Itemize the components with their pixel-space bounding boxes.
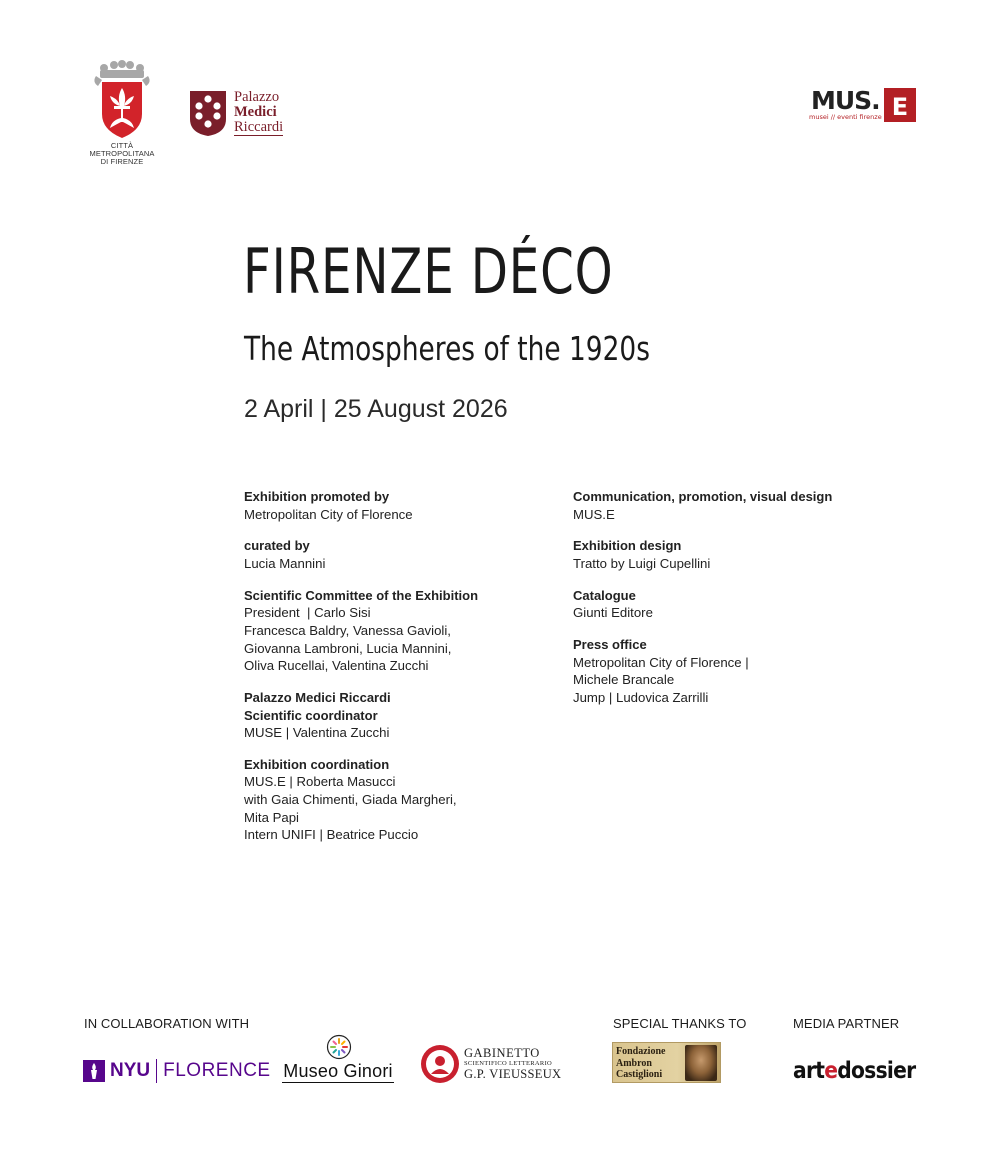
credit-line: Giunti Editore	[573, 605, 653, 621]
credit-line: Tratto by Luigi Cupellini	[573, 555, 711, 571]
credit-heading-2: Scientific coordinator	[244, 707, 378, 723]
muse-box-letter: E	[884, 88, 916, 122]
credit-line: Lucia Mannini	[244, 555, 326, 571]
city-metropolitan-logo	[84, 60, 160, 166]
vieusseux-logo	[420, 1042, 561, 1086]
credit-heading: Communication, promotion, visual design	[573, 489, 833, 504]
credit-block-catalogue	[573, 587, 873, 622]
credit-line: Jump | Ludovica Zarrilli	[573, 689, 709, 705]
collaboration-label: IN COLLABORATION WITH	[84, 1016, 250, 1031]
credit-block-curated	[244, 537, 544, 572]
credit-block-communication	[573, 488, 873, 523]
credit-line: with Gaia Chimenti, Giada Margheri,	[244, 792, 457, 808]
exhibition-dates: 2 April | 25 August 2026	[244, 395, 508, 423]
media-partner-label: MEDIA PARTNER	[793, 1016, 900, 1031]
credit-line: Metropolitan City of Florence	[244, 506, 413, 522]
credit-block-coordination	[244, 756, 544, 844]
credit-block-scientific-coordinator	[244, 689, 544, 742]
special-thanks-label: SPECIAL THANKS TO	[613, 1016, 747, 1031]
credit-line: Oliva Rucellai, Valentina Zucchi	[244, 658, 429, 674]
credit-block-committee	[244, 587, 544, 675]
credit-block-exhibition-design	[573, 537, 873, 572]
credit-line: Giovanna Lambroni, Lucia Mannini,	[244, 640, 452, 656]
credit-heading: Scientific Committee of the Exhibition	[244, 587, 479, 603]
credits-right-column	[573, 488, 873, 721]
artedossier-logo	[793, 1058, 915, 1084]
artedossier-part2: e	[824, 1058, 838, 1084]
palazzo-line2: Medici	[234, 104, 277, 120]
portrait-painting-icon	[685, 1045, 717, 1081]
credit-heading: curated by	[244, 538, 310, 554]
credit-heading: Palazzo Medici Riccardi	[244, 689, 391, 705]
fondazione-line2: Ambron	[616, 1057, 652, 1069]
exhibition-subtitle: The Atmospheres of the 1920s	[244, 329, 650, 368]
credit-heading: Exhibition design	[573, 538, 682, 554]
palazzo-medici-riccardi-logo	[188, 88, 283, 138]
museo-ginori-logo	[282, 1034, 396, 1086]
ginori-sunburst-icon	[326, 1034, 352, 1060]
ginori-name: Museo Ginori	[283, 1061, 393, 1081]
vieusseux-line1: GABINETTO	[464, 1046, 540, 1060]
artedossier-part3: dossier	[837, 1058, 916, 1084]
exhibition-title: FIRENZE DÉCO	[243, 235, 614, 308]
muse-logo	[808, 86, 918, 126]
credit-heading: Exhibition promoted by	[244, 489, 390, 504]
credit-line: Michele Brancale	[573, 672, 675, 688]
vieusseux-line2: SCIENTIFICO LETTERARIO	[464, 1060, 553, 1067]
credit-line: Metropolitan City of Florence |	[573, 654, 749, 670]
florence-lily-crest-icon	[90, 60, 154, 140]
credit-line: Intern UNIFI | Beatrice Puccio	[244, 827, 419, 843]
muse-word: MUS.	[811, 86, 880, 115]
credit-line: Francesca Baldry, Vanessa Gavioli,	[244, 622, 451, 638]
nyu-name: NYU	[110, 1060, 151, 1081]
credit-heading: Exhibition coordination	[244, 756, 390, 772]
fondazione-ambron-castiglioni-logo	[612, 1042, 721, 1083]
credits-left-column	[244, 488, 544, 858]
nyu-city: FLORENCE	[163, 1060, 271, 1081]
credit-line: MUSE | Valentina Zucchi	[244, 725, 390, 741]
credit-block-press-office	[573, 636, 873, 706]
palazzo-line3: Riccardi	[234, 119, 284, 135]
fondazione-line3: Castiglioni	[616, 1069, 663, 1080]
credit-heading: Catalogue	[573, 587, 636, 603]
medici-palle-shield-icon	[188, 89, 228, 137]
credit-line: President | Carlo Sisi	[244, 605, 371, 621]
fondazione-line1: Fondazione	[616, 1046, 666, 1057]
credit-block-promoted	[244, 488, 544, 523]
nyu-torch-icon	[83, 1060, 105, 1082]
credit-line: MUS.E | Roberta Masucci	[244, 774, 396, 790]
muse-tagline: musei // eventi firenze	[809, 113, 882, 121]
nyu-florence-logo	[83, 1058, 271, 1084]
vieusseux-seal-icon	[420, 1044, 460, 1084]
credit-line: MUS.E	[573, 506, 615, 522]
credit-line: Mita Papi	[244, 809, 299, 825]
artedossier-part1: art	[793, 1058, 825, 1084]
city-name-line2: DI FIRENZE	[100, 157, 144, 166]
nyu-separator	[156, 1059, 157, 1083]
credit-heading: Press office	[573, 637, 647, 653]
city-name-line1: CITTÀ METROPOLITANA	[89, 141, 155, 158]
palazzo-line1: Palazzo	[234, 89, 280, 105]
vieusseux-line3: G.P. VIEUSSEUX	[464, 1067, 562, 1081]
